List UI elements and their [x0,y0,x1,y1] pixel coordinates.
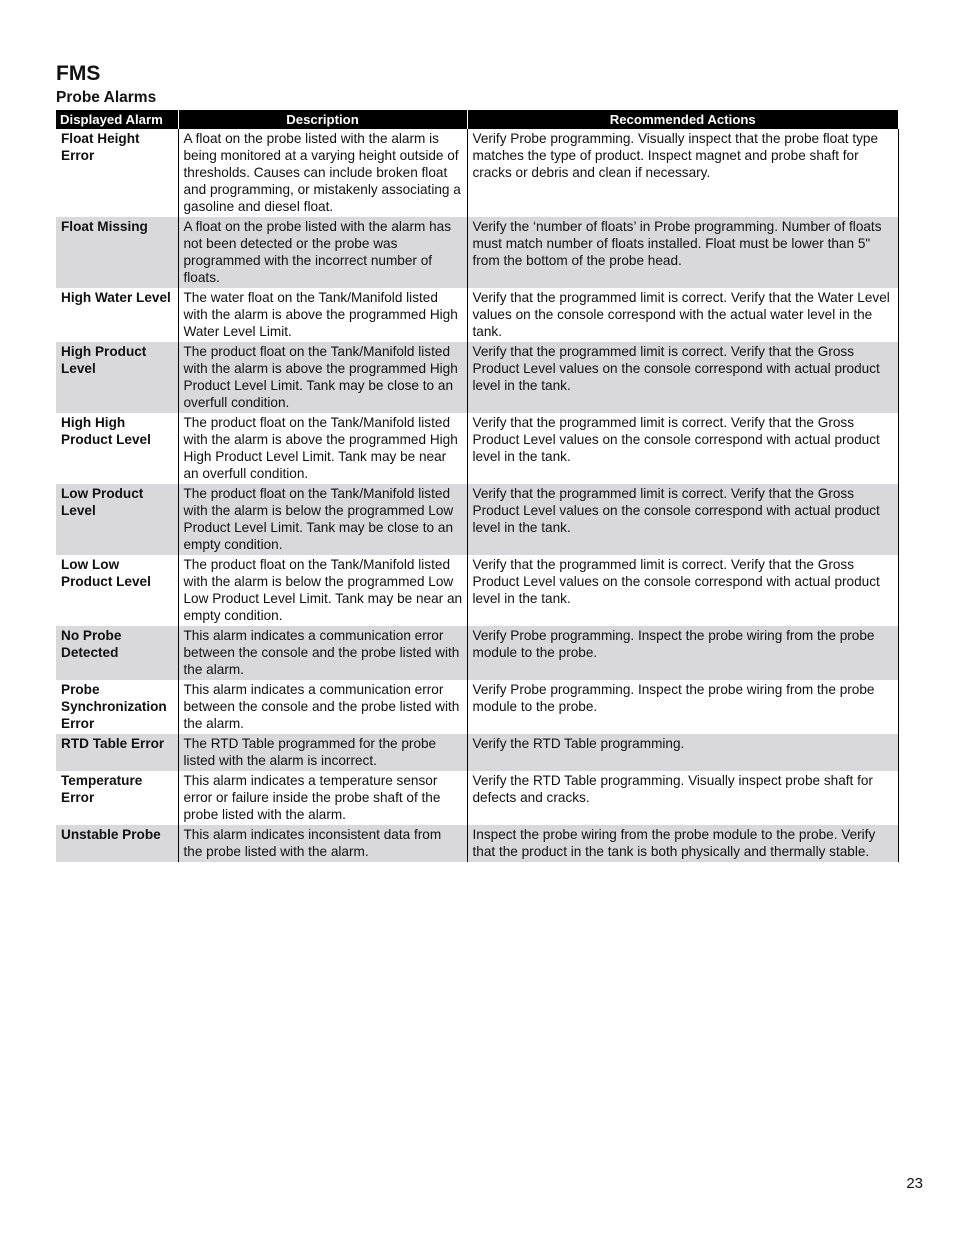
table-row [56,555,898,626]
action-cell: Verify the RTD Table programming. [467,734,898,771]
action-cell: Verify that the programmed limit is correct. Verify that the Gross Product Level values on the console correspond with actual product level in the tank. [467,413,898,484]
table-body [56,129,898,862]
table-row [56,825,898,862]
description-cell: The product float on the Tank/Manifold listed with the alarm is above the programmed High High Product Level Limit. Tank may be near an overfull condition. [178,413,467,484]
probe-alarms-table [56,110,899,862]
subsection-title: Probe Alarms [56,89,157,106]
action-cell: Verify that the programmed limit is correct. Verify that the Gross Product Level values on the console correspond with actual product level in the tank. [467,342,898,413]
action-cell: Inspect the probe wiring from the probe module to the probe. Verify that the product in the tank is both physically and thermally stable. [467,825,898,862]
alarm-cell: Probe Synchronization Error [61,682,167,731]
description-cell: The product float on the Tank/Manifold listed with the alarm is above the programmed High Product Level Limit. Tank may be close to an overfull condition. [178,342,467,413]
action-cell: Verify Probe programming. Inspect the probe wiring from the probe module to the probe. [467,626,898,680]
alarm-cell: High Product Level [56,342,178,413]
table-row [56,288,898,342]
page-number: 23 [906,1175,923,1192]
description-cell: The water float on the Tank/Manifold listed with the alarm is above the programmed High Water Level Limit. [178,288,467,342]
action-cell: Verify that the programmed limit is correct. Verify that the Gross Product Level values on the console correspond with actual product level in the tank. [467,555,898,626]
action-cell: Verify that the programmed limit is correct. Verify that the Water Level values on the console correspond with the actual water level in the tank. [467,288,898,342]
alarm-cell: Unstable Probe [56,825,178,862]
alarm-cell: Low Product Level [56,484,178,555]
action-cell: Verify that the programmed limit is correct. Verify that the Gross Product Level values on the console correspond with actual product level in the tank. [467,484,898,555]
table-row [56,734,898,771]
table-row [56,413,898,484]
action-cell: Verify the RTD Table programming. Visually inspect probe shaft for defects and cracks. [467,771,898,825]
table-row [56,129,898,217]
table-row [56,771,898,825]
table-row [56,342,898,413]
description-cell: The product float on the Tank/Manifold listed with the alarm is below the programmed Low Product Level Limit. Tank may be close to an empty condition. [178,484,467,555]
alarm-cell: Temperature Error [61,773,143,805]
alarm-cell: High Water Level [61,290,171,305]
action-cell: Verify the ‘number of floats’ in Probe programming. Number of floats must match number of floats installed. Float must be lower than 5" from the bottom of the probe head. [467,217,898,288]
table-header [56,110,898,129]
table-row [56,626,898,680]
table-row [56,484,898,555]
description-cell: The RTD Table programmed for the probe listed with the alarm is incorrect. [178,734,467,771]
alarm-cell: Low Low Product Level [61,557,151,589]
column-header-recommended-actions: Recommended Actions [467,110,898,129]
alarm-cell: RTD Table Error [56,734,178,771]
description-cell: The product float on the Tank/Manifold listed with the alarm is below the programmed Low Low Product Level Limit. Tank may be near an empty condition. [178,555,467,626]
description-cell: A float on the probe listed with the alarm has not been detected or the probe was programmed with the incorrect number of floats. [178,217,467,288]
column-header-displayed-alarm: Displayed Alarm [56,110,178,129]
action-cell: Verify Probe programming. Inspect the probe wiring from the probe module to the probe. [467,680,898,734]
description-cell: This alarm indicates a communication error between the console and the probe listed with the alarm. [178,626,467,680]
column-header-description: Description [178,110,467,129]
table-row [56,680,898,734]
action-cell: Verify Probe programming. Visually inspect that the probe float type matches the type of product. Inspect magnet and probe shaft for cracks or debris and clean if necessary. [467,129,898,217]
alarm-cell: No Probe Detected [56,626,178,680]
description-cell: This alarm indicates a communication error between the console and the probe listed with the alarm. [178,680,467,734]
description-cell: This alarm indicates inconsistent data from the probe listed with the alarm. [178,825,467,862]
description-cell: This alarm indicates a temperature sensor error or failure inside the probe shaft of the probe listed with the alarm. [178,771,467,825]
section-title: FMS [56,62,101,85]
description-cell: A float on the probe listed with the alarm is being monitored at a varying height outside of thresholds. Causes can include broken float and programming, or mistakenly associating a gasoline and diesel float. [178,129,467,217]
header-row [56,110,898,129]
alarm-cell: Float Height Error [61,131,140,163]
table-row [56,217,898,288]
alarm-cell: High High Product Level [61,415,151,447]
alarm-cell: Float Missing [56,217,178,288]
